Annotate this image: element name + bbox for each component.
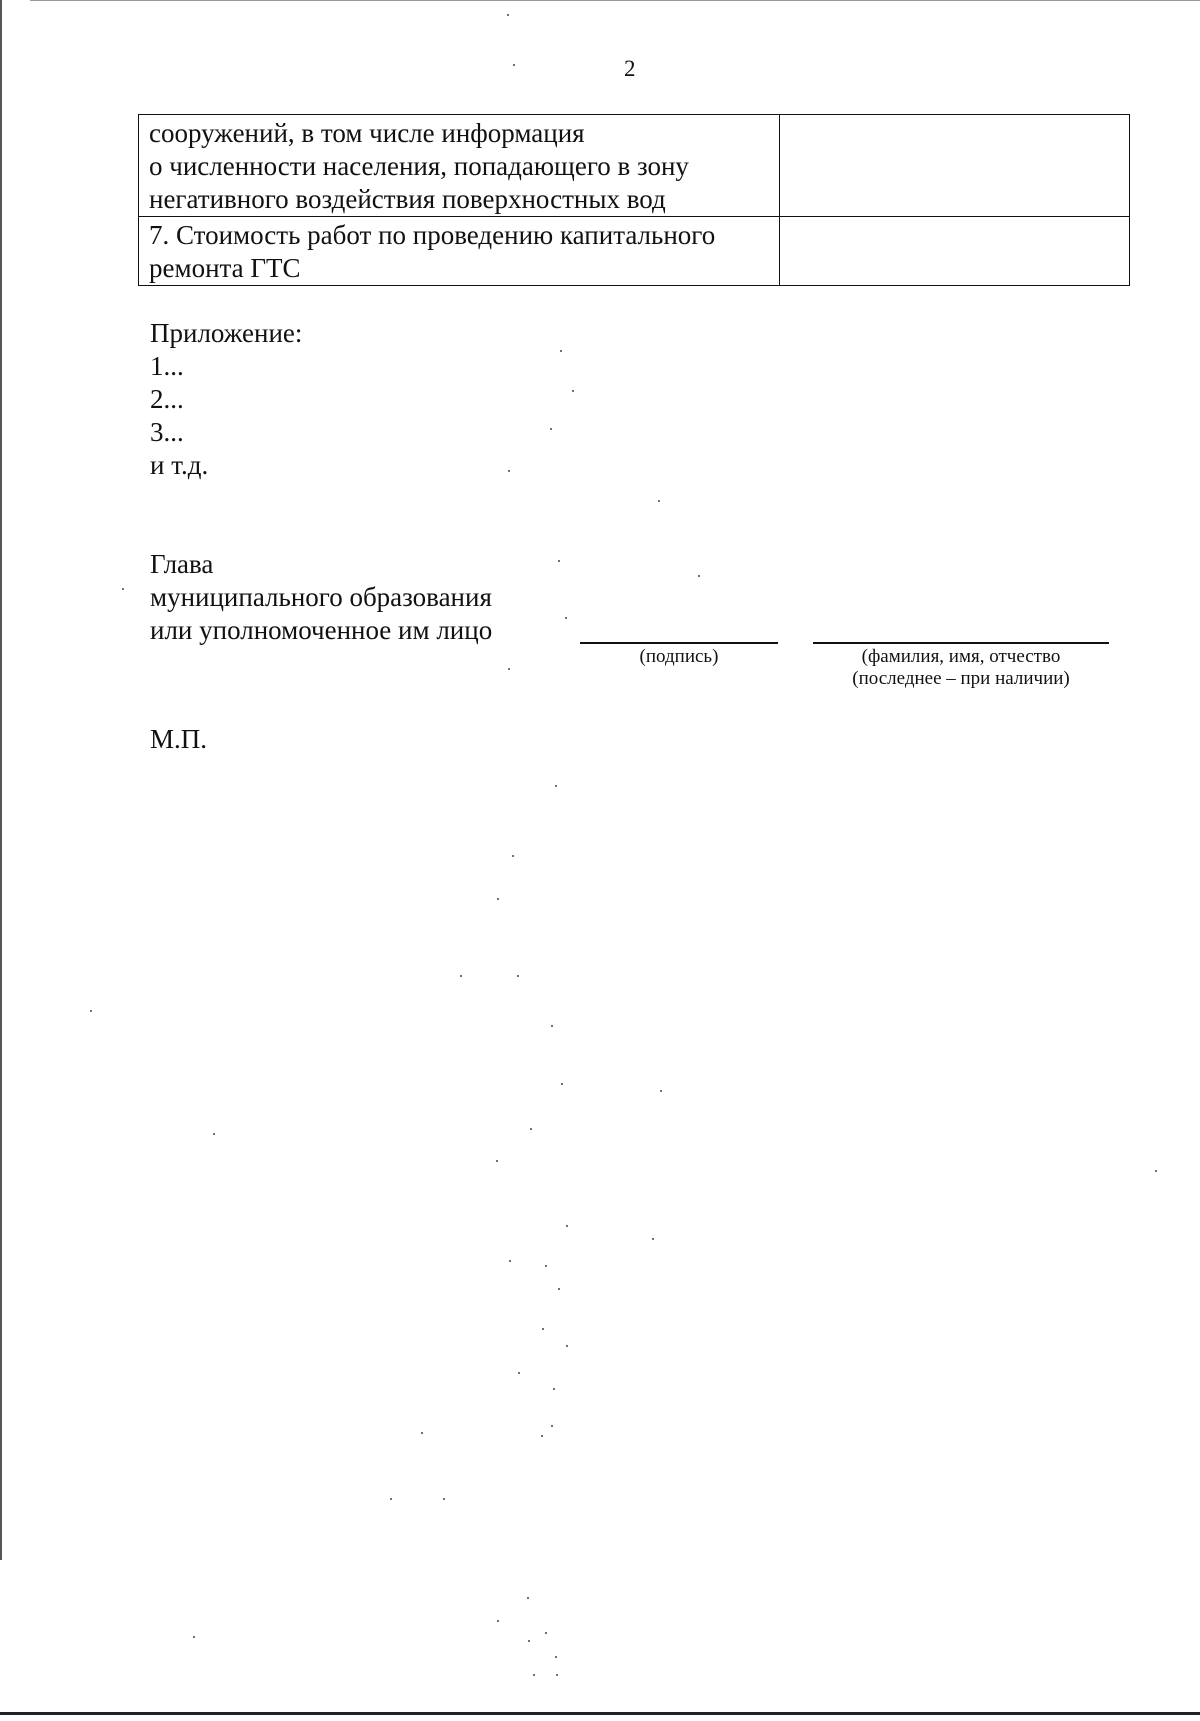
table-cell-value [780,115,1130,217]
scan-speck [556,1674,558,1676]
scan-speck [530,1128,532,1130]
scan-speck [508,470,510,472]
table-cell-value [780,217,1130,286]
scan-speck [1155,1170,1157,1172]
scan-speck [512,855,514,857]
signature-line [580,642,778,644]
appendix-item: 1... [150,351,184,381]
table-row [139,217,1130,286]
table-cell-label [139,115,780,217]
scan-speck [460,975,462,977]
scan-speck [528,1640,530,1642]
scan-speck [558,1288,560,1290]
appendix-block [150,317,302,482]
scan-speck [509,1260,511,1262]
scan-speck [561,1083,563,1085]
name-caption-line: (последнее – при наличии) [852,668,1070,689]
scan-speck [560,350,562,352]
appendix-title: Приложение: [150,318,303,348]
scan-speck [551,1425,553,1427]
scan-speck [545,1265,547,1267]
scan-speck [443,1498,445,1500]
scan-speck [658,500,660,502]
scan-speck [518,1372,520,1374]
scan-speck [572,390,574,392]
scan-speck [527,1597,529,1599]
info-table [138,114,1130,286]
scan-speck [507,14,509,16]
scan-speck [497,898,499,900]
scan-speck [517,975,519,977]
scan-speck [497,1620,499,1622]
scan-left-edge [0,0,2,1560]
scan-speck [193,1636,195,1638]
scan-speck [545,1632,547,1634]
signatory-line: Глава [150,549,214,579]
scan-speck [550,428,552,430]
scan-speck [566,1345,568,1347]
name-line [813,642,1109,644]
cell-text-line: ремонта ГТС [149,253,301,283]
signatory-line: муниципального образования [150,582,492,612]
cell-text-line: негативного воздействия поверхностных вод [149,184,666,214]
scan-speck [698,575,700,577]
scan-speck [551,1025,553,1027]
scan-speck [553,1388,555,1390]
cell-text-line: о численности населения, попадающего в зону [149,151,689,181]
signature-caption: (подпись) [639,646,719,667]
signatory-line: или уполномоченное им лицо [150,615,493,645]
table-cell-label [139,217,780,286]
cell-text-line: 7. Стоимость работ по проведению капитального [149,220,716,250]
name-caption-line: (фамилия, имя, отчество [861,646,1061,667]
scan-speck [558,560,560,562]
scan-speck [565,617,567,619]
signatory-block [150,548,492,647]
scan-speck [390,1498,392,1500]
scan-speck [555,785,557,787]
appendix-item: 2... [150,384,184,414]
scan-speck [122,588,124,590]
scan-speck [541,1435,543,1437]
table-row [139,115,1130,217]
appendix-item: 3... [150,417,184,447]
scan-speck [496,1160,498,1162]
scan-speck [90,1010,92,1012]
scan-top-edge [30,0,1200,1]
scan-speck [555,1656,557,1658]
scan-speck [660,1090,662,1092]
appendix-item: и т.д. [150,450,209,480]
stamp-label: М.П. [150,724,208,754]
scan-speck [421,1432,423,1434]
scan-speck [566,1225,568,1227]
scan-speck [513,64,515,66]
scan-speck [542,1328,544,1330]
scan-bottom-edge [0,1712,1200,1715]
scan-speck [652,1238,654,1240]
name-caption [813,646,1109,690]
cell-text-line: сооружений, в том числе информация [149,118,585,148]
scan-speck [533,1674,535,1676]
page-number: 2 [624,56,636,81]
scan-speck [213,1133,215,1135]
scan-speck [508,668,510,670]
